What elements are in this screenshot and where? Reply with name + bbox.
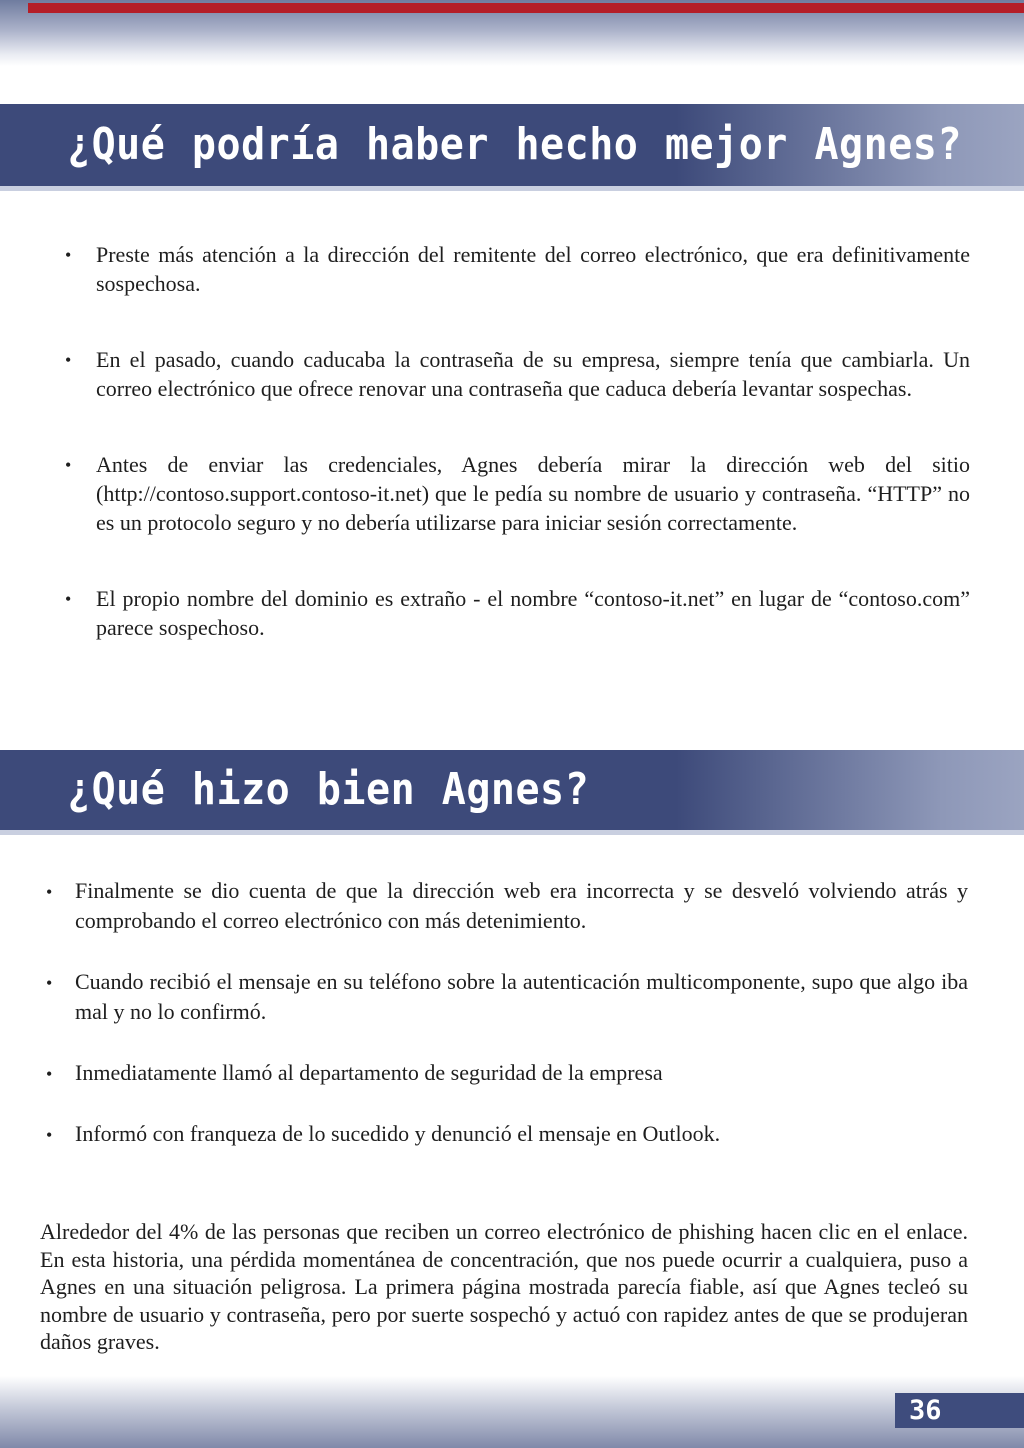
bullet-item xyxy=(65,584,970,642)
bullet-icon: • xyxy=(65,455,72,475)
bullet-icon: • xyxy=(46,882,53,902)
section-2-heading-band xyxy=(0,750,1024,835)
bullet-text: Informó con franqueza de lo sucedido y denunció el mensaje en Outlook. xyxy=(75,1121,721,1146)
bullet-item xyxy=(46,876,968,936)
bullet-icon: • xyxy=(46,1064,53,1084)
top-red-accent-stripe xyxy=(28,3,1024,13)
bullet-item xyxy=(65,240,970,298)
bullet-text: En el pasado, cuando caducaba la contraseña de su empresa, siempre tenía que cambiarla. Un correo electrónico que ofrece renovar una contraseña que caduca debería levantar sospechas. xyxy=(96,347,970,401)
section-1-heading: ¿Qué podría haber hecho mejor Agnes? xyxy=(67,120,962,170)
section-1-bullet-list xyxy=(65,240,970,689)
bullet-icon: • xyxy=(46,1125,53,1145)
bullet-text: Preste más atención a la dirección del remitente del correo electrónico, que era definitivamente sospechosa. xyxy=(96,242,970,296)
bullet-text: Finalmente se dio cuenta de que la dirección web era incorrecta y se desveló volviendo atrás y comprobando el correo electrónico con más detenimiento. xyxy=(75,878,968,933)
bullet-item xyxy=(46,1119,968,1149)
bullet-text: Cuando recibió el mensaje en su teléfono sobre la autenticación multicomponente, supo que algo iba mal y no lo confirmó. xyxy=(75,969,968,1024)
page-number: 36 xyxy=(909,1395,942,1426)
section-2-heading: ¿Qué hizo bien Agnes? xyxy=(67,765,590,815)
section-1-heading-band xyxy=(0,104,1024,191)
page-number-box xyxy=(895,1393,1024,1428)
bullet-item xyxy=(46,1058,968,1088)
bullet-text: Antes de enviar las credenciales, Agnes debería mirar la dirección web del sitio (http://contoso.support.contoso-it.net) que le pedía su nombre de usuario y contraseña. “HTTP” no es un protocolo seguro y no debería utilizarse para iniciar sesión correctamente. xyxy=(96,452,970,535)
bullet-text: El propio nombre del dominio es extraño - el nombre “contoso-it.net” en lugar de “contoso.com” parece sospechoso. xyxy=(96,586,970,640)
bullet-icon: • xyxy=(65,245,72,265)
bullet-icon: • xyxy=(65,589,72,609)
bullet-icon: • xyxy=(46,973,53,993)
bullet-text: Inmediatamente llamó al departamento de seguridad de la empresa xyxy=(75,1060,663,1085)
closing-paragraph: Alrededor del 4% de las personas que reciben un correo electrónico de phishing hacen clic en el enlace. En esta historia, una pérdida momentánea de concentración, que nos puede ocurrir a cualquiera, puso a Agnes en una situación peligrosa. La primera página mostrada parecía fiable, así que Agnes tecleó su nombre de usuario y contraseña, pero por suerte sospechó y actuó con rapidez antes de que se produjeran daños graves. xyxy=(40,1219,968,1354)
bullet-item xyxy=(46,967,968,1027)
bottom-gradient-band xyxy=(0,1376,1024,1448)
bullet-item xyxy=(65,345,970,403)
bullet-item xyxy=(65,450,970,537)
bullet-icon: • xyxy=(65,350,72,370)
section-2-bullet-list xyxy=(46,876,968,1180)
